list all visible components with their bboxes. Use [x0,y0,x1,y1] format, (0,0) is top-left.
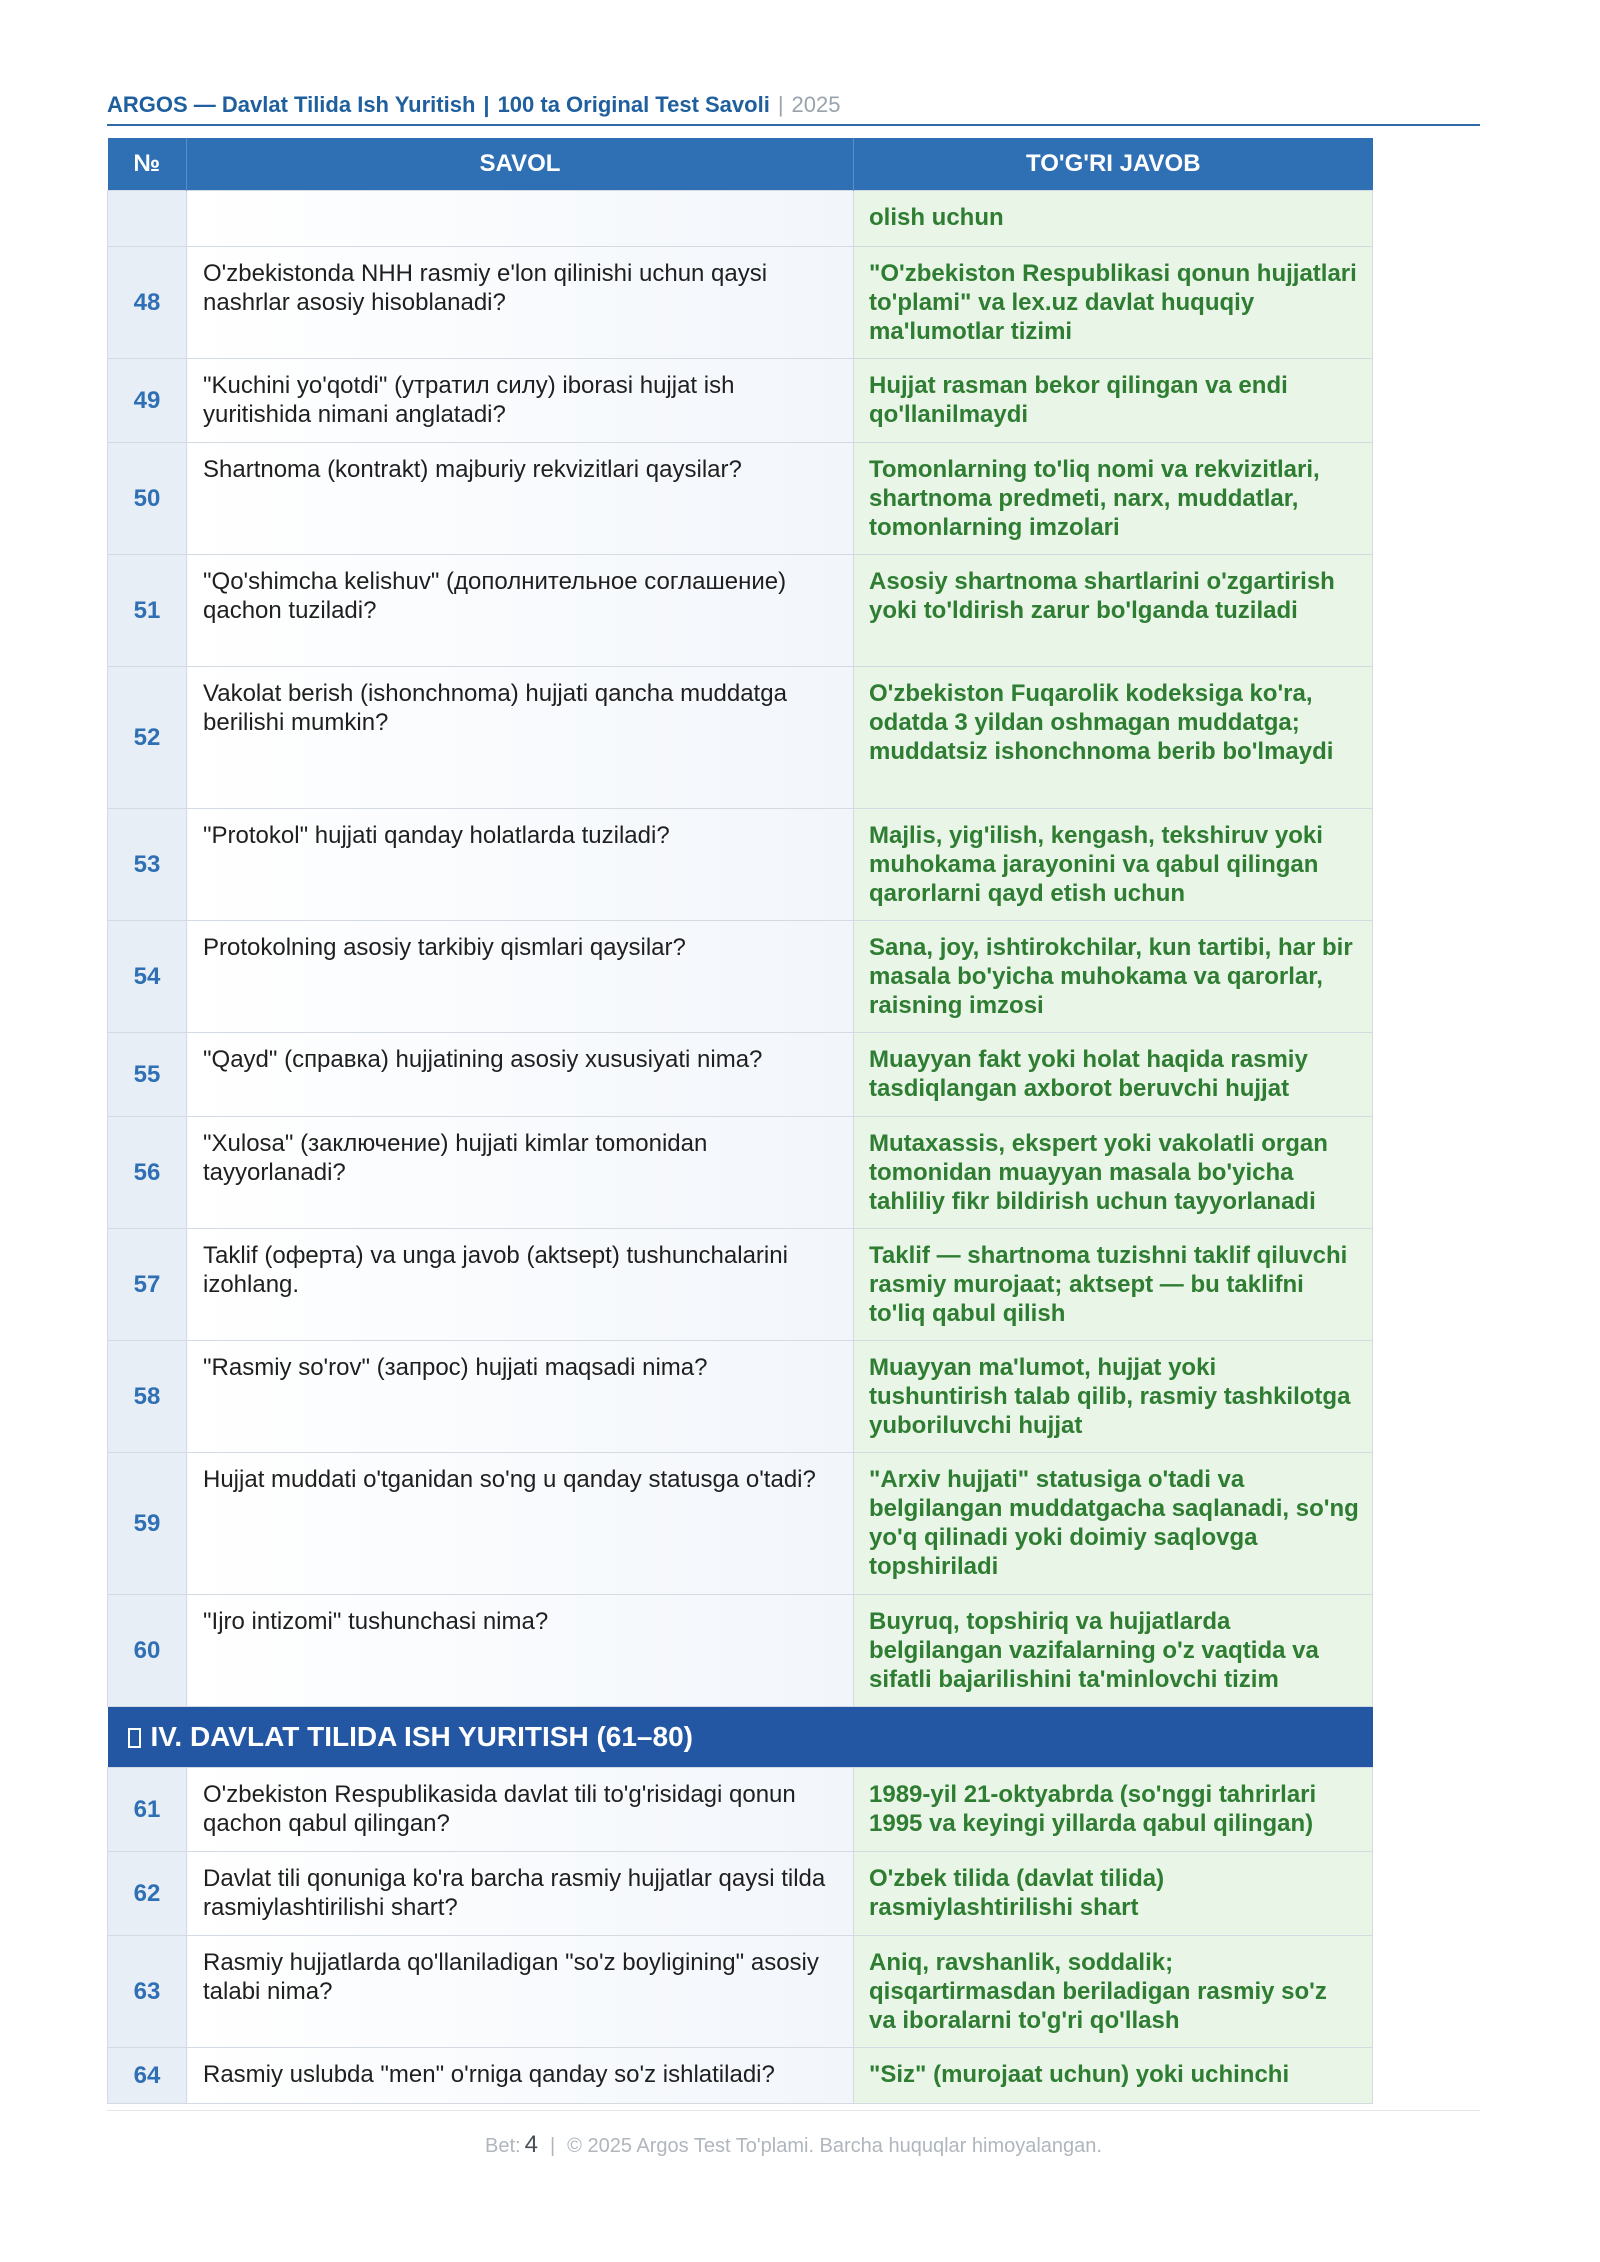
section-title: IV. DAVLAT TILIDA ISH YURITISH (61–80) [150,1721,693,1752]
column-header-number: № [108,138,187,191]
answer-cell: "Arxiv hujjati" statusiga o'tadi va belgilangan muddatgacha saqlanadi, so'ng yo'q qilinadi yoki doimiy saqlovga topshiriladi [854,1453,1373,1595]
column-header-answer: TO'G'RI JAVOB [854,138,1373,191]
row-number: 57 [108,1229,187,1341]
answer-cell: Tomonlarning to'liq nomi va rekvizitlari, shartnoma predmeti, narx, muddatlar, tomonlarning imzolari [854,443,1373,555]
answer-cell: Hujjat rasman bekor qilingan va endi qo'llanilmaydi [854,359,1373,443]
question-cell: O'zbekiston Respublikasida davlat tili to'g'risidagi qonun qachon qabul qilingan? [187,1768,854,1852]
row-number: 63 [108,1936,187,2048]
table-row [108,2048,1373,2104]
question-cell: Protokolning asosiy tarkibiy qismlari qaysilar? [187,921,854,1033]
table-row [108,1117,1373,1229]
table-row [108,667,1373,809]
row-number: 51 [108,555,187,667]
answer-cell: Aniq, ravshanlik, soddalik; qisqartirmasdan beriladigan rasmiy so'z va iboralarni to'g'ri qo'llash [854,1936,1373,2048]
table-row [108,1852,1373,1936]
table-row [108,191,1373,247]
question-cell [187,191,854,247]
table-row [108,1768,1373,1852]
question-cell: "Kuchini yo'qotdi" (утратил силу) iborasi hujjat ish yuritishida nimani anglatadi? [187,359,854,443]
question-cell: Shartnoma (kontrakt) majburiy rekvizitlari qaysilar? [187,443,854,555]
question-cell: "Qayd" (справка) hujjatining asosiy xususiyati nima? [187,1033,854,1117]
footer-page-label: Bet: [485,2135,521,2157]
table-row [108,1936,1373,2048]
page-footer [107,2110,1480,2159]
header-separator: | [483,92,490,117]
table-header-row [108,138,1373,191]
row-number: 58 [108,1341,187,1453]
answer-cell: Sana, joy, ishtirokchilar, kun tartibi, har bir masala bo'yicha muhokama va qarorlar, raisning imzosi [854,921,1373,1033]
answer-cell: Taklif — shartnoma tuzishni taklif qiluvchi rasmiy murojaat; aktsept — bu taklifni to'liq qabul qilish [854,1229,1373,1341]
row-number: 50 [108,443,187,555]
row-number: 60 [108,1595,187,1707]
table-row [108,247,1373,359]
footer-separator: | [549,2135,556,2157]
question-cell: "Ijro intizomi" tushunchasi nima? [187,1595,854,1707]
question-cell: Hujjat muddati o'tganidan so'ng u qanday statusga o'tadi? [187,1453,854,1595]
table-body [108,191,1373,2104]
row-number: 48 [108,247,187,359]
header-brand: ARGOS — Davlat Tilida Ish Yuritish [107,92,476,117]
table-row [108,1453,1373,1595]
table-row [108,809,1373,921]
header-separator-2: | [777,92,784,117]
question-cell: Vakolat berish (ishonchnoma) hujjati qancha muddatga berilishi mumkin? [187,667,854,809]
table-row [108,443,1373,555]
answer-cell: O'zbek tilida (davlat tilida) rasmiylashtirilishi shart [854,1852,1373,1936]
header-year: 2025 [791,92,841,117]
table-row [108,555,1373,667]
table-row [108,1229,1373,1341]
table-row [108,1033,1373,1117]
answer-cell: Asosiy shartnoma shartlarini o'zgartirish yoki to'ldirish zarur bo'lganda tuziladi [854,555,1373,667]
section-row [108,1707,1373,1768]
question-cell: Davlat tili qonuniga ko'ra barcha rasmiy hujjatlar qaysi tilda rasmiylashtirilishi shart? [187,1852,854,1936]
row-number: 52 [108,667,187,809]
section-icon [128,1728,141,1748]
table-row [108,1341,1373,1453]
answer-cell: Muayyan fakt yoki holat haqida rasmiy tasdiqlangan axborot beruvchi hujjat [854,1033,1373,1117]
answer-cell: 1989-yil 21-oktyabrda (so'nggi tahrirlari 1995 va keyingi yillarda qabul qilingan) [854,1768,1373,1852]
row-number: 53 [108,809,187,921]
answer-cell: olish uchun [854,191,1373,247]
row-number: 55 [108,1033,187,1117]
answer-cell: Mutaxassis, ekspert yoki vakolatli organ tomonidan muayyan masala bo'yicha tahliliy fikr bildirish uchun tayyorlanadi [854,1117,1373,1229]
question-cell: "Rasmiy so'rov" (запрос) hujjati maqsadi nima? [187,1341,854,1453]
answer-cell: "O'zbekiston Respublikasi qonun hujjatlari to'plami" va lex.uz davlat huquqiy ma'lumotlar tizimi [854,247,1373,359]
footer-copyright: © 2025 Argos Test To'plami. Barcha huquqlar himoyalangan. [567,2135,1102,2157]
row-number [108,191,187,247]
row-number: 59 [108,1453,187,1595]
header-subtitle: 100 ta Original Test Savoli [497,92,770,117]
row-number: 64 [108,2048,187,2104]
table-row [108,921,1373,1033]
footer-page-number: 4 [524,2131,538,2158]
answer-cell: "Siz" (murojaat uchun) yoki uchinchi [854,2048,1373,2104]
question-cell: Rasmiy uslubda "men" o'rniga qanday so'z ishlatiladi? [187,2048,854,2104]
row-number: 62 [108,1852,187,1936]
table-row [108,359,1373,443]
column-header-question: SAVOL [187,138,854,191]
row-number: 61 [108,1768,187,1852]
question-cell: Taklif (оферта) va unga javob (aktsept) tushunchalarini izohlang. [187,1229,854,1341]
question-cell: "Protokol" hujjati qanday holatlarda tuziladi? [187,809,854,921]
answer-cell: Majlis, yig'ilish, kengash, tekshiruv yoki muhokama jarayonini va qabul qilingan qarorlarni qayd etish uchun [854,809,1373,921]
row-number: 54 [108,921,187,1033]
answer-cell: O'zbekiston Fuqarolik kodeksiga ko'ra, odatda 3 yildan oshmagan muddatga; muddatsiz ishonchnoma berib bo'lmaydi [854,667,1373,809]
question-cell: Rasmiy hujjatlarda qo'llaniladigan "so'z boyligining" asosiy talabi nima? [187,1936,854,2048]
row-number: 56 [108,1117,187,1229]
page-header [107,92,1480,126]
row-number: 49 [108,359,187,443]
answer-cell: Buyruq, topshiriq va hujjatlarda belgilangan vazifalarning o'z vaqtida va sifatli bajarilishini ta'minlovchi tizim [854,1595,1373,1707]
question-cell: "Xulosa" (заключение) hujjati kimlar tomonidan tayyorlanadi? [187,1117,854,1229]
table-row [108,1595,1373,1707]
question-cell: O'zbekistonda NHH rasmiy e'lon qilinishi uchun qaysi nashrlar asosiy hisoblanadi? [187,247,854,359]
qa-table [107,138,1373,2104]
answer-cell: Muayyan ma'lumot, hujjat yoki tushuntirish talab qilib, rasmiy tashkilotga yuboriluvchi hujjat [854,1341,1373,1453]
section-title-cell [108,1707,1373,1768]
question-cell: "Qo'shimcha kelishuv" (дополнительное соглашение) qachon tuziladi? [187,555,854,667]
